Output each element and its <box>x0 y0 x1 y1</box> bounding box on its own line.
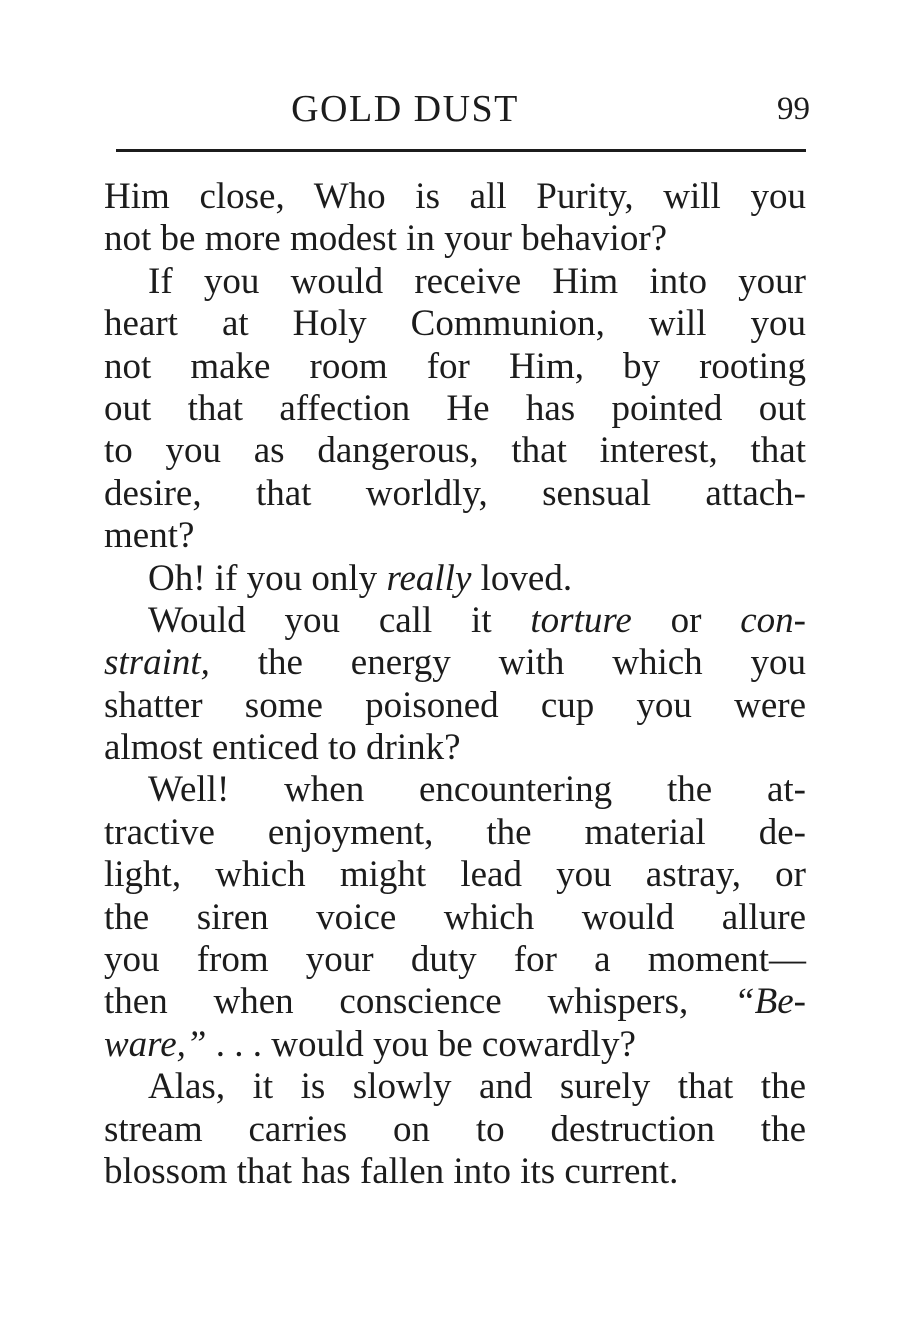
text-line: heart at Holy Communion, will you <box>104 303 806 345</box>
emphasis-text: really <box>386 557 472 599</box>
text-line: desire, that worldly, sensual attach- <box>104 472 806 514</box>
text-line: shatter some poisoned cup you were <box>104 684 806 726</box>
text-line: light, which might lead you astray, or <box>104 854 806 896</box>
text-line: almost enticed to drink? <box>104 727 461 769</box>
emphasis-text: “Be- <box>734 981 806 1023</box>
text-line <box>104 1024 806 1066</box>
text-line <box>104 558 806 600</box>
text-run: Would you call it <box>148 599 531 641</box>
text-run: loved. <box>471 557 573 599</box>
running-head <box>110 84 810 134</box>
text-line: blossom that has fallen into its current. <box>104 1150 679 1192</box>
text-line: the siren voice which would allure <box>104 896 806 938</box>
text-line: not be more modest in your behavior? <box>104 218 668 260</box>
text-line: tractive enjoyment, the material de- <box>104 811 806 853</box>
text-line: to you as dangerous, that interest, that <box>104 430 806 472</box>
body-text <box>104 176 806 1193</box>
text-line: out that affection He has pointed out <box>104 387 806 429</box>
emphasis-text: straint, <box>104 642 210 684</box>
text-line: Well! when encountering the at- <box>148 769 806 811</box>
text-run: then when conscience whispers, <box>104 981 735 1023</box>
text-line: stream carries on to destruction the <box>104 1108 806 1150</box>
text-run: . . . would you be cowardly? <box>206 1023 636 1065</box>
text-run: Oh! if you only <box>148 557 387 599</box>
text-line: Alas, it is slowly and surely that the <box>148 1066 806 1108</box>
text-run: or <box>631 599 741 641</box>
header-rule <box>116 149 806 152</box>
text-run: the energy with which you <box>209 642 806 684</box>
text-line: If you would receive Him into your <box>148 260 806 302</box>
text-line: Him close, Who is all Purity, will you <box>104 176 806 217</box>
text-line: you from your duty for a moment— <box>104 939 806 981</box>
running-title: GOLD DUST <box>291 88 519 130</box>
text-line: ment? <box>104 515 195 557</box>
text-line <box>104 981 806 1023</box>
text-line <box>104 642 806 684</box>
text-line <box>104 600 806 642</box>
emphasis-text: con- <box>740 599 806 641</box>
emphasis-text: torture <box>530 599 632 641</box>
page-number: 99 <box>777 91 810 127</box>
text-line: not make room for Him, by rooting <box>104 345 806 387</box>
emphasis-text: ware,” <box>104 1023 207 1065</box>
